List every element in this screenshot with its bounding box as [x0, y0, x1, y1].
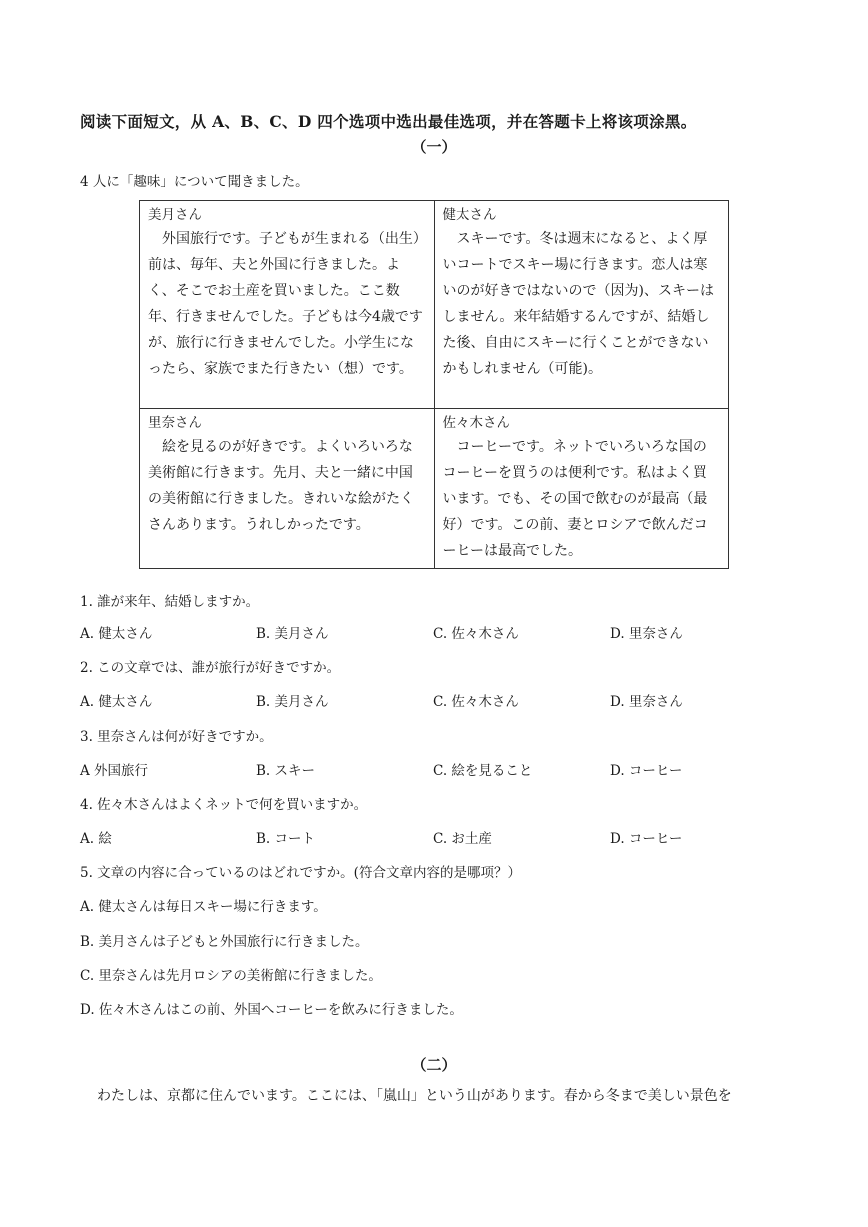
- question-stem: 3. 里奈さんは何が好きですか。: [80, 729, 273, 745]
- instruction: 阅读下面短文，从 A、B、C、D 四个选项中选出最佳选项，并在答题卡上将该项涂黑。: [80, 112, 697, 131]
- passage-speaker: 美月さん: [148, 207, 202, 223]
- passage-text: スキーです。冬は週末になると、よく厚いコートでスキー場に行きます。恋人は寒いのが好きではないので（因为)、スキーはしません。来年結婚するんですが、結婚した後、自由にスキーに行くことができないかもしれません（可能)。: [442, 231, 714, 377]
- passage-cell: [434, 409, 729, 569]
- option-a[interactable]: A. 健太さんは毎日スキー場に行きます。: [80, 899, 327, 915]
- option-c[interactable]: C. 里奈さんは先月ロシアの美術館に行きました。: [80, 968, 382, 984]
- passage-cell: [434, 201, 729, 409]
- passage-text: コーヒーです。ネットでいろいろな国のコーヒーを買うのは便利です。私はよく買います。でも、その国で飲むのが最高（最好）です。この前、妻とロシアで飲んだコーヒーは最高でした。: [442, 439, 708, 559]
- option-a[interactable]: A. 健太さん: [80, 626, 153, 642]
- intro-text: 4 人に「趣味」について聞きました。: [80, 174, 309, 190]
- passage-cell: [140, 409, 435, 569]
- option-c[interactable]: C. 絵を見ること: [433, 763, 533, 779]
- question-stem: 2. この文章では、誰が旅行が好きですか。: [80, 660, 341, 676]
- option-d[interactable]: D. 佐々木さんはこの前、外国へコーヒーを飲みに行きました。: [80, 1002, 463, 1018]
- option-c[interactable]: C. 佐々木さん: [433, 626, 519, 642]
- option-c[interactable]: C. 佐々木さん: [433, 694, 519, 710]
- option-d[interactable]: D. 里奈さん: [610, 626, 683, 642]
- option-b[interactable]: B. 美月さん: [256, 694, 329, 710]
- option-d[interactable]: D. コーヒー: [610, 831, 683, 847]
- section-2-paragraph: わたしは、京都に住んでいます。ここには、「嵐山」という山があります。春から冬まで美しい景色を: [97, 1088, 732, 1104]
- option-a[interactable]: A. 絵: [80, 831, 112, 847]
- option-d[interactable]: D. 里奈さん: [610, 694, 683, 710]
- passage-speaker: 佐々木さん: [442, 415, 510, 431]
- option-a[interactable]: A. 健太さん: [80, 694, 153, 710]
- option-c[interactable]: C. お土産: [433, 831, 492, 847]
- section-1-label: （一）: [411, 138, 457, 156]
- question-stem: 4. 佐々木さんはよくネットで何を買いますか。: [80, 797, 368, 813]
- passage-cell: [140, 201, 435, 409]
- passage-text: 外国旅行です。子どもが生まれる（出生）前は、毎年、夫と外国に行きました。よく、そこでお土産を買いました。ここ数年、行きませんでした。子どもは今4歳ですが、旅行に行きませんでした。小学生になったら、家族でまた行きたい（想）です。: [148, 231, 423, 377]
- section-2-label: （二）: [411, 1056, 457, 1074]
- option-d[interactable]: D. コーヒー: [610, 763, 683, 779]
- option-b[interactable]: B. 美月さんは子どもと外国旅行に行きました。: [80, 934, 369, 950]
- passage-speaker: 健太さん: [442, 207, 497, 223]
- option-b[interactable]: B. スキー: [256, 763, 316, 779]
- option-a[interactable]: A 外国旅行: [80, 763, 149, 779]
- passage-table: [139, 200, 729, 569]
- passage-speaker: 里奈さん: [148, 415, 202, 431]
- option-b[interactable]: B. コート: [256, 831, 316, 847]
- question-stem: 5. 文章の内容に合っているのはどれですか。(符合文章内容的是哪项？）: [80, 865, 521, 881]
- passage-text: 絵を見るのが好きです。よくいろいろな美術館に行きます。先月、夫と一緒に中国の美術館に行きました。きれいな絵がたくさんあります。うれしかったです。: [148, 439, 414, 533]
- option-b[interactable]: B. 美月さん: [256, 626, 329, 642]
- question-stem: 1. 誰が来年、結婚しますか。: [80, 594, 260, 610]
